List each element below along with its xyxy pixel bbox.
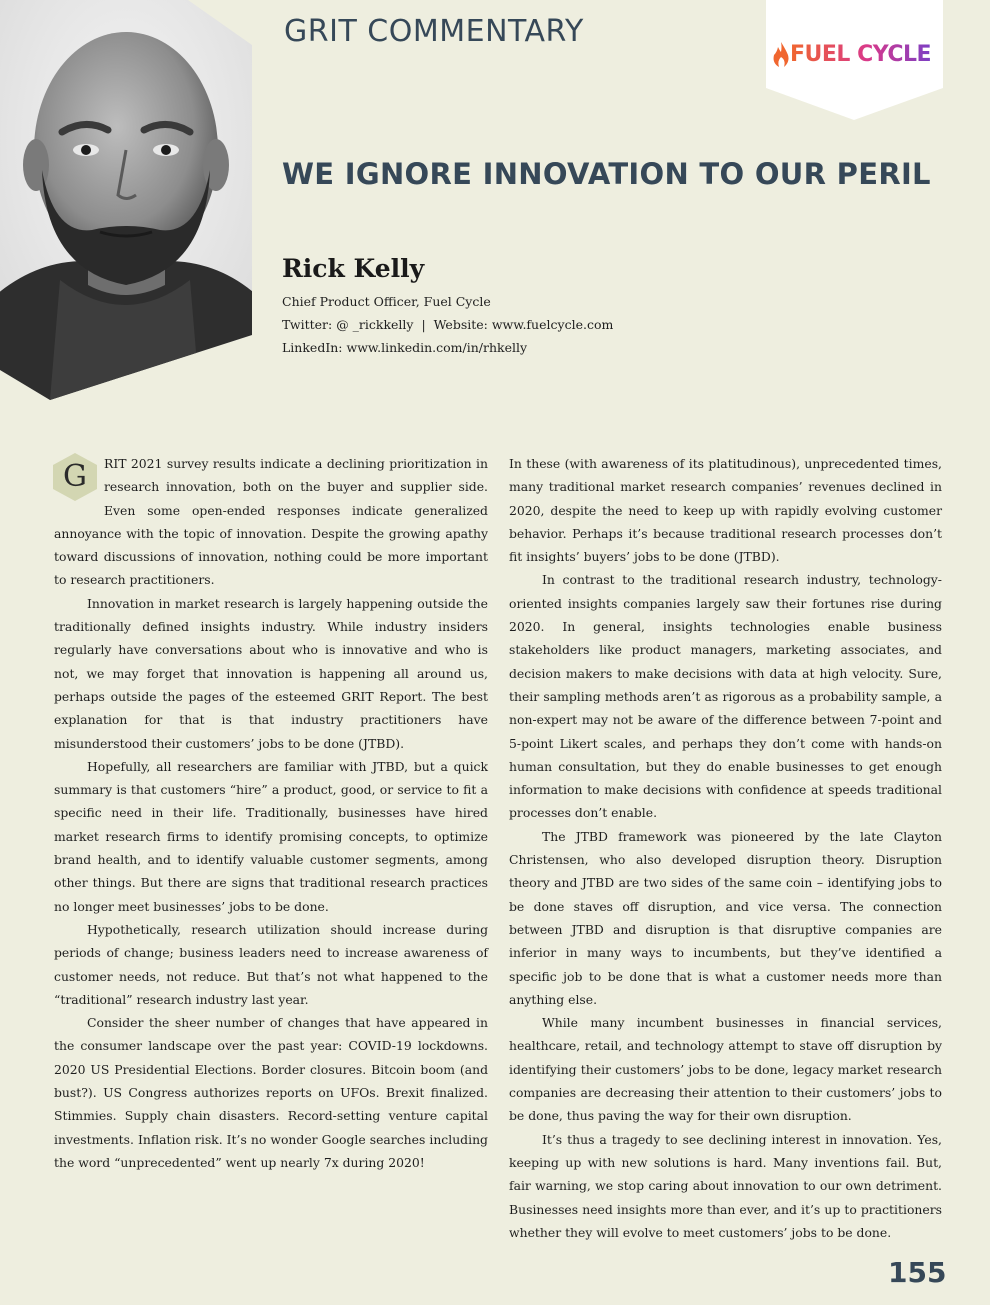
paragraph: While many incumbent businesses in financial services, healthcare, retail, and technology attempt to stave off disruption by identifying their customers’ jobs to be done, legacy market research companies are decreasing their attention to their customers’ jobs to be done, thus paving the way for their own disruption. xyxy=(509,1015,942,1124)
logo-text: FUEL CYCLE xyxy=(790,42,932,67)
paragraph: In these (with awareness of its platitudinous), unprecedented times, many traditional market research companies’ revenues declined in 2020, despite the need to keep up with rapidly evolving customer behavior. Perhaps it’s because traditional research processes don’t fit insights’ buyers’ jobs to be done (JTBD). xyxy=(509,456,942,565)
paragraph-text: RIT 2021 survey results indicate a declining prioritization in research innovation, both on the buyer and supplier side. Even some open-ended responses indicate generalized annoyance with the topic of innovation. Despite the growing apathy toward discussions of innovation, nothing could be more important to research practitioners. xyxy=(54,456,488,588)
paragraph: Hypothetically, research utilization should increase during periods of change; business leaders need to increase awareness of customer needs, not reduce. But that’s not what happened to the “traditional” research industry last year. xyxy=(54,921,488,1007)
paragraph xyxy=(54,452,488,592)
author-role: Chief Product Officer, Fuel Cycle xyxy=(282,294,491,309)
paragraph: Innovation in market research is largely happening outside the traditionally defined insights industry. While industry insiders regularly have conversations about who is innovative and who is not, we may forget that innovation is happening all around us, perhaps outside the pages of the esteemed GRIT Report. The best explanation for that is that industry practitioners have misunderstood their customers’ jobs to be done (JTBD). xyxy=(54,595,488,751)
drop-cap: G xyxy=(50,452,100,502)
paragraph: Consider the sheer number of changes that have appeared in the consumer landscape over the past year: COVID-19 lockdowns. 2020 US Presidential Elections. Border closures. Bitcoin boom (and bust?). US Congress authorizes reports on UFOs. Brexit finalized. Stimmies. Supply chain disasters. Record-setting venture capital investments. Inflation risk. It’s no wonder Google searches including the word “unprecedented” went up nearly 7x during 2020! xyxy=(54,1015,488,1170)
paragraph: The JTBD framework was pioneered by the late Clayton Christensen, who also developed disruption theory. Disruption theory and JTBD are two sides of the same coin – identifying jobs to be done staves off disruption, and vice versa. The connection between JTBD and disruption is that disruptive companies are inferior in many ways to incumbents, but they’ve identified a specific job to be done that is what a customer needs more than anything else. xyxy=(509,828,942,1007)
author-photo xyxy=(0,0,252,400)
flame-icon xyxy=(772,42,790,68)
author-linkedin: LinkedIn: www.linkedin.com/in/rhkelly xyxy=(282,340,528,355)
author-name: Rick Kelly xyxy=(282,254,425,283)
author-social: Twitter: @ _rickkelly | Website: www.fuelcycle.com xyxy=(282,317,614,332)
article-column-left xyxy=(54,452,488,1174)
paragraph: In contrast to the traditional research industry, technology-oriented insights companies largely saw their fortunes rise during 2020. In general, insights technologies enable business stakeholders like product managers, marketing associates, and decision makers to make decisions with data at high velocity. Sure, their sampling methods aren’t as rigorous as a probability sample, a non-expert may not be aware of the difference between 7-point and 5-point Likert scales, and perhaps they don’t come with hands-on human consultation, but they do enable businesses to get enough information to make decisions with confidence at speeds traditional processes don’t enable. xyxy=(509,572,942,821)
paragraph: Hopefully, all researchers are familiar with JTBD, but a quick summary is that customers “hire” a product, good, or service to fit a specific need in their life. Traditionally, businesses have hired market research firms to identify promising concepts, to optimize brand health, and to identify valuable customer segments, among other things. But there are signs that traditional research practices no longer meet businesses’ jobs to be done. xyxy=(54,758,488,914)
page-number: 155 xyxy=(888,1256,947,1289)
article-column-right xyxy=(509,452,942,1244)
author-meta xyxy=(282,290,613,359)
article-title: WE IGNORE INNOVATION TO OUR PERIL xyxy=(282,157,931,191)
paragraph: It’s thus a tragedy to see declining interest in innovation. Yes, keeping up with new solutions is hard. Many inventions fail. But, fair warning, we stop caring about innovation to our own detriment. Businesses need insights more than ever, and it’s up to practitioners whether they will evolve to meet customers’ jobs to be done. xyxy=(509,1131,942,1240)
section-label: GRIT COMMENTARY xyxy=(284,14,584,49)
